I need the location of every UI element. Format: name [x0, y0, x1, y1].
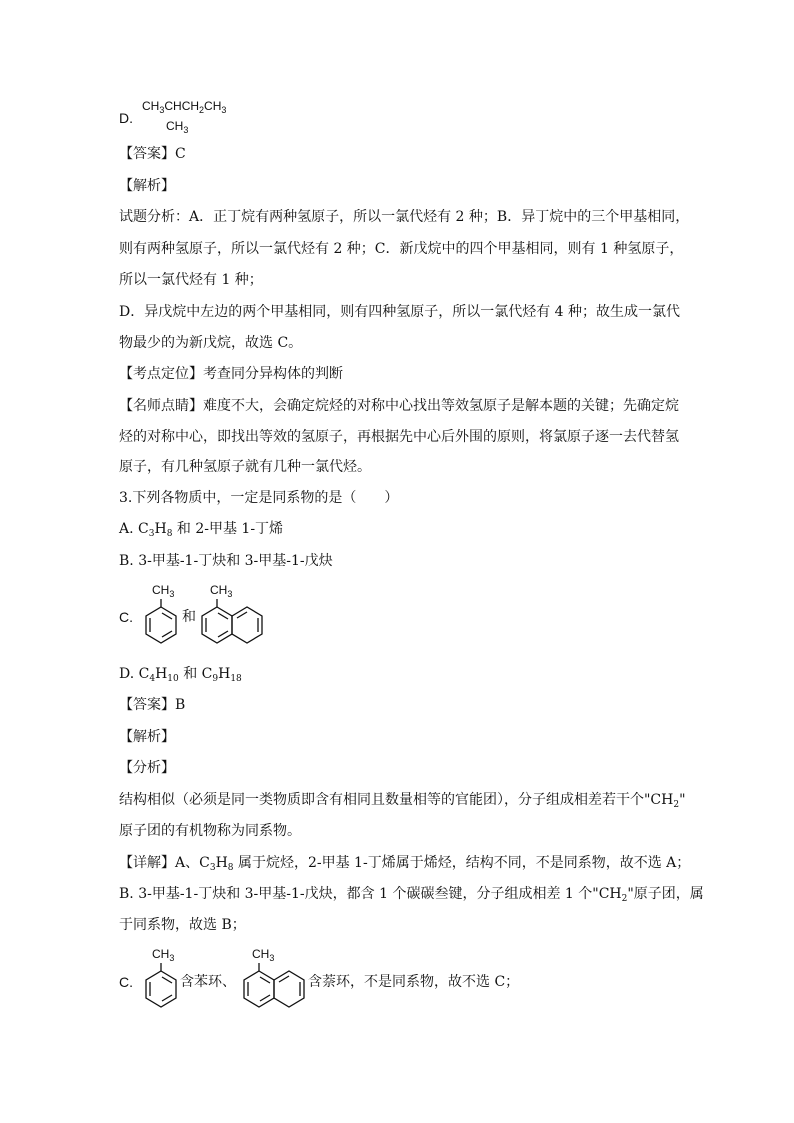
isopentane-main-chain: $CH_3CHCH_2CH_3$ — [142, 99, 227, 115]
methylnaphthalene-structure — [196, 580, 272, 650]
q3-analysis-line-1: 结构相似（必须是同一类物质即含有相同且数量相等的官能团），分子组成相差若干个"$CH_2$" — [119, 792, 686, 810]
q2-teacher-comment-2: 烃的对称中心，即找出等效的氢原子，再根据先中心后外围的原则，将氯原子逐一去代替氢 — [119, 429, 679, 445]
q3-detail-line-2: B. 3-甲基-1-丁炔和 3-甲基-1-戊炔，都含 1 个碳碳叁键，分子组成相差 1 个"$CH_2$"原子团，属 — [119, 886, 704, 904]
toluene-structure — [140, 580, 186, 650]
isopentane-branch: $CH_3$ — [166, 119, 189, 135]
q2-analysis-line-2: 则有两种氢原子，所以一氯代烃有 2 种；C．新戊烷中的四个甲基相同，则有 1 种氢原子， — [119, 241, 684, 257]
q3-option-c-label: C. — [119, 609, 133, 625]
q3-detail-c-end: 含萘环，不是同系物，故不选 C； — [308, 974, 520, 990]
q3-option-a: A. $C_3H_8$ 和 2-甲基 1-丁烯 — [119, 521, 284, 539]
q3-detail-line-3: 于同系物，故选 B； — [119, 917, 246, 933]
q2-teacher-comment-3: 原子，有几种氢原子就有几种一氯代烃。 — [119, 459, 371, 475]
q2-answer: 【答案】C — [119, 146, 186, 162]
q3-analysis-heading: 【解析】 — [119, 729, 175, 745]
q2-analysis-line-4: D．异戊烷中左边的两个甲基相同，则有四种氢原子，所以一氯代烃有 4 种；故生成一氯代 — [119, 304, 681, 320]
q3-option-b: B. 3-甲基-1-丁炔和 3-甲基-1-戊炔 — [119, 553, 333, 569]
isopentane-structure — [140, 96, 250, 136]
q3-detail-c-mid: 含苯环、 — [180, 974, 236, 990]
toluene-methyl-label: $CH_3$ — [152, 583, 175, 599]
q2-analysis-line-5: 物最少的为新戊烷，故选 C。 — [119, 335, 303, 351]
q3-detail-c-label: C. — [119, 974, 133, 990]
toluene-detail-methyl-label: $CH_3$ — [152, 947, 175, 963]
methylnaphthalene-methyl-label: $CH_3$ — [210, 583, 233, 599]
methylnaphthalene-detail-methyl-label: $CH_3$ — [252, 947, 275, 963]
methylnaphthalene-structure-detail — [238, 944, 314, 1014]
q3-option-d: D. $C_4H_{10}$ 和 $C_9H_{18}$ — [119, 666, 242, 684]
option-d-label: D. — [119, 110, 133, 126]
q3-option-c-and: 和 — [182, 609, 196, 625]
q3-stem: 3.下列各物质中，一定是同系物的是（ ） — [119, 490, 399, 506]
q3-answer: 【答案】B — [119, 697, 186, 713]
q2-analysis-line-1: 试题分析：A．正丁烷有两种氢原子，所以一氯代烃有 2 种；B．异丁烷中的三个甲基相同， — [119, 209, 690, 225]
q2-analysis-heading: 【解析】 — [119, 178, 175, 194]
q2-key-point: 【考点定位】考查同分异构体的判断 — [119, 366, 343, 382]
q3-analysis-line-2: 原子团的有机物称为同系物。 — [119, 823, 301, 839]
q2-teacher-comment-1: 【名师点睛】难度不大，会确定烷烃的对称中心找出等效氢原子是解本题的关键；先确定烷 — [119, 398, 679, 414]
q2-analysis-line-3: 所以一氯代烃有 1 种； — [119, 272, 263, 288]
q3-detail-line-1: 【详解】A、$C_3H_8$ 属于烷烃，2-甲基 1-丁烯属于烯烃，结构不同，不是同系物，故不选 A； — [119, 855, 691, 873]
q3-analysis-subheading: 【分析】 — [119, 760, 175, 776]
